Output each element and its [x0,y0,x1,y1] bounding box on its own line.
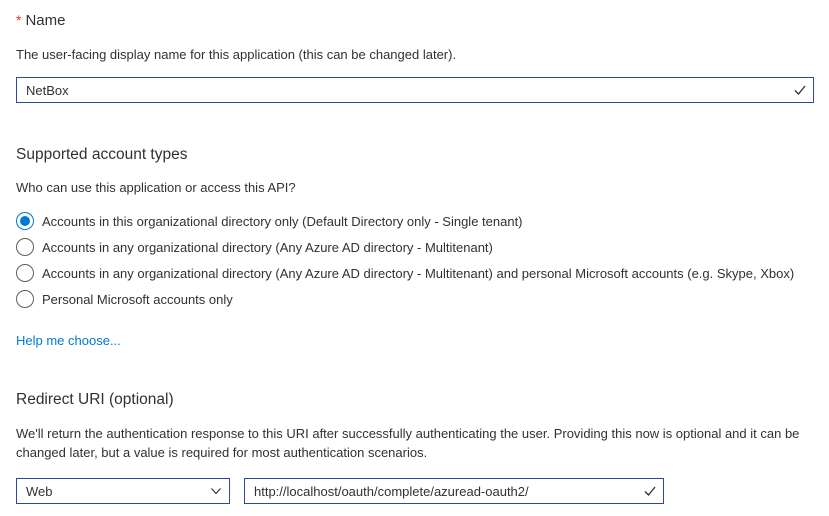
account-types-heading: Supported account types [16,146,188,163]
account-type-options [16,212,814,308]
account-type-option-label: Accounts in this organizational directory only (Default Directory only - Single tenant) [42,213,523,229]
redirect-uri-input-container [244,478,664,504]
radio-button-icon[interactable] [16,290,34,308]
redirect-uri-row [16,478,814,504]
name-field-label [16,12,814,29]
name-input[interactable] [17,78,813,102]
account-type-option-label: Accounts in any organizational directory (Any Azure AD directory - Multitenant) and personal Microsoft accounts (e.g. Skype, Xbox) [42,265,795,281]
name-help-text: The user-facing display name for this application (this can be changed later). [16,47,457,62]
help-me-choose-link[interactable]: Help me choose... [16,333,121,348]
redirect-uri-input[interactable] [245,479,663,503]
account-type-option[interactable] [16,264,814,282]
name-label-text: Name [25,12,66,29]
required-asterisk: * [16,12,22,28]
account-type-option[interactable] [16,212,814,230]
account-type-option[interactable] [16,290,814,308]
redirect-uri-heading: Redirect URI (optional) [16,391,174,408]
account-type-option[interactable] [16,238,814,256]
account-types-question: Who can use this application or access this API? [16,180,296,195]
redirect-uri-help-text: We'll return the authentication response to this URI after successfully authenticating the user. Providing this now is optional and it can be changed later, but a value is required for most authentication scenarios. [16,426,800,460]
radio-button-icon[interactable] [16,264,34,282]
platform-selected-value: Web [26,483,53,499]
radio-button-icon[interactable] [16,212,34,230]
account-type-option-label: Personal Microsoft accounts only [42,291,233,307]
platform-select-dropdown[interactable] [16,478,230,504]
name-input-container [16,77,814,103]
account-type-option-label: Accounts in any organizational directory (Any Azure AD directory - Multitenant) [42,239,493,255]
chevron-down-icon [210,485,222,497]
radio-button-icon[interactable] [16,238,34,256]
